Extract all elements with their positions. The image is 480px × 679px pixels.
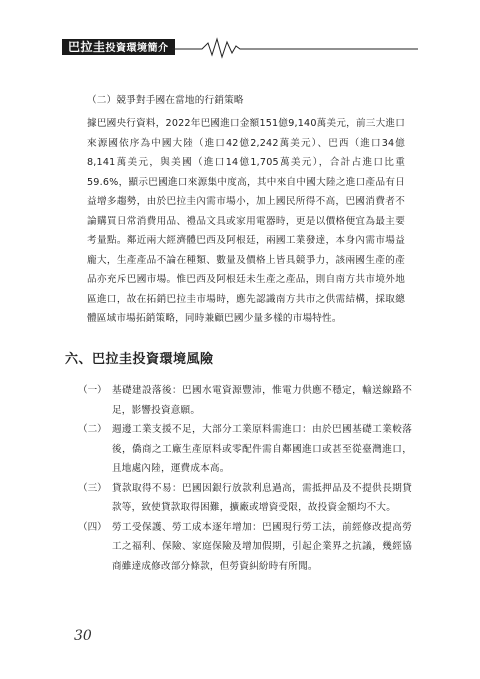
list-item-text: 貸款取得不易：巴國因銀行放款利息過高，需抵押品及不提供長期貸款等，致使貸款取得困難，擴廠或增資受限，故投資金額均不大。 bbox=[112, 482, 412, 513]
page-header bbox=[62, 37, 418, 59]
list-item-number: （四） bbox=[78, 521, 107, 533]
list-item-number: （一） bbox=[78, 385, 107, 396]
risk-list bbox=[78, 381, 412, 576]
header-title-main: 巴拉圭 bbox=[68, 40, 106, 54]
list-item-text: 勞工受保護、勞工成本逐年增加：巴國現行勞工法，前經修改提高勞工之福利、保險、家庭保險及增加假期，引起企業界之抗議，幾經協商雖達成修改部分條款，但勞資糾紛時有所聞。 bbox=[112, 521, 412, 572]
page-number: 30 bbox=[74, 628, 92, 644]
list-item bbox=[78, 381, 412, 420]
header-heartbeat-line bbox=[172, 37, 418, 59]
section-title-investment-risk: 六、巴拉圭投資環境風險 bbox=[65, 352, 214, 367]
list-item-number: （三） bbox=[78, 482, 107, 494]
list-item bbox=[78, 518, 412, 577]
header-title-sub: 投資環境簡介 bbox=[105, 43, 169, 54]
list-item-number: （二） bbox=[78, 424, 107, 435]
header-title-badge bbox=[62, 39, 175, 55]
list-item bbox=[78, 420, 412, 479]
list-item-text: 週邊工業支援不足，大部分工業原料需進口：由於巴國基礎工業較落後，僑商之工廠生產原料或零配件需自鄰國進口或甚至從臺灣進口，且地處內陸，運費成本高。 bbox=[112, 424, 412, 474]
list-item-text: 基礎建設落後：巴國水電資源豐沛，惟電力供應不穩定，輸送線路不足，影響投資意願。 bbox=[112, 385, 412, 416]
subheading-competitor-strategy: （二）競爭對手國在當地的行銷策略 bbox=[87, 95, 244, 106]
list-item bbox=[78, 479, 412, 518]
competitor-strategy-paragraph: 據巴國央行資料，2022年巴國進口金額151億9,140萬美元，前三大進口來源國依序為中國大陸（進口42億2,242萬美元）、巴西（進口34億8,141萬美元，與美國（進口14億1,705萬美元），合計占進口比重59.6%，顯示巴國進口來源集中度高，其中來自中國大陸之進口產品有日益增多趨勢，由於巴拉圭內需市場小，加上國民所得不高，巴國消費者不論購買日常消費用品、禮品文具或家用電器時，更是以價格便宜為最主要考量點。鄰近兩大經濟體巴西及阿根廷，兩國工業發達，本身內需市場益龐大，生產產品不論在種類、數量及價格上皆具競爭力，該兩國生產的產品亦充斥巴國市場。惟巴西及阿根廷未生產之產品，則自南方共市境外地區進口，故在拓銷巴拉圭市場時，應先認識南方共市之供需結構，採取總體區域市場拓銷策略，同時兼顧巴國少量多樣的市場特性。 bbox=[87, 118, 405, 324]
